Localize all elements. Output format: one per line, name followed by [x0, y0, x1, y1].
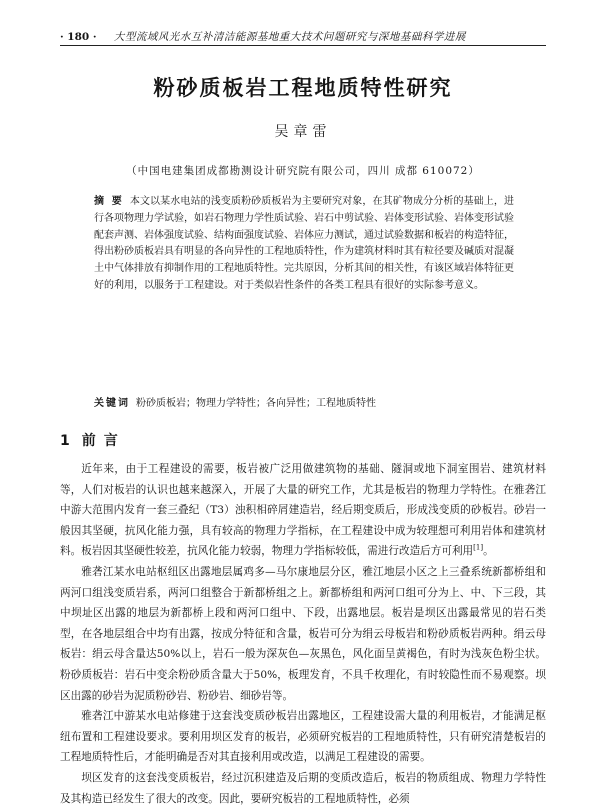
- paragraph-text: 近年来，由于工程建设的需要，板岩被广泛用做建筑物的基础、隧洞或地下洞室围岩、建筑材料等，人们对板岩的认识也越来越深入，开展了大量的研究工作，尤其是板岩的物理力学特性。在雅砻江中游大范围内发育一套三叠纪（T3）浊积相碎屑建造岩，经后期变质后，形成浅变质的砂板岩。砂岩一般因其坚硬，抗风化能力强，具有较高的物理力学指标，在工程建设中成为较理想可利用岩体和建筑材料。板岩因其坚硬性较差，抗风化能力较弱，物理力学指标较低，需进行改造后方可利用: [60, 463, 546, 558]
- keywords-label: 关键词: [94, 398, 130, 409]
- body-text: [60, 459, 546, 809]
- paragraph: 坝区发育的这套浅变质板岩，经过沉积建造及后期的变质改造后，板岩的物质组成、物理力学特性及其构造已经发生了很大的改变。因此，要研究板岩的工程地质特性，必须: [60, 771, 546, 805]
- page-number: · 180 ·: [60, 31, 97, 43]
- keywords-text: 粉砂质板岩；物理力学特性；各向异性；工程地质特性: [136, 398, 376, 409]
- header-rule: [60, 45, 546, 46]
- section-number: 1: [60, 433, 70, 449]
- paragraph: [60, 459, 546, 562]
- abstract-text: 本文以某水电站的浅变质粉砂质板岩为主要研究对象，在其矿物成分分析的基础上，进行各项物理力学试验，如岩石物理力学性质试验、岩石中剪试验、岩体变形试验、岩体变形试验配套声测、岩体强度试验、结构面强度试验、岩体应力测试，通过试验数据和板岩的构造特征，得出粉砂质板岩具有明显的各向异性的工程地质特性，作为建筑材料时其有粒径要及碱质对混凝土中气体排放有抑制作用的工程地质特性。完共原因，分析其间的相关性，有该区域岩体特征更好的利用，以服务于工程建设。对于类似岩性条件的各类工程具有很好的实际参考意义。: [94, 196, 515, 291]
- section-title: 前言: [81, 433, 126, 449]
- running-header: [60, 30, 560, 44]
- author-affiliation: （中国电建集团成都勘测设计研究院有限公司，四川 成都 610072）: [126, 165, 480, 177]
- abstract: [94, 194, 514, 295]
- keywords: [94, 396, 514, 413]
- abstract-label: 摘 要: [94, 196, 124, 207]
- paragraph: 雅砻江中游某水电站修建于这套浅变质砂板岩出露地区，工程建设需大量的利用板岩，才能满足枢纽布置和工程建设要求。要利用坝区发育的板岩，必须研究板岩的工程地质特性，只有研究清楚板岩的工程地质特性后，才能明确是否对其直接利用或改造，以满足工程建设的需要。: [60, 710, 546, 764]
- section-heading: [60, 430, 126, 450]
- paragraph-tail: 。: [483, 545, 494, 558]
- paragraph: 雅砻江某水电站枢纽区出露地层属鸡多—马尔康地层分区，雅江地层小区之上三叠系统新都桥组和两河口组浅变质岩系，两河口组整合于新都桥组之上。新都桥组和两河口组可分为上、中、下三段，其中坝址区出露的地层为新都桥上段和两河口组中、下段，出露地层。板岩是坝区出露最常见的岩石类型，在各地层组合中均有出露，按成分特征和含量，板岩可分为绢云母板岩和粉砂质板岩两种。绢云母板岩：绢云母含量达50%以上，岩石一般为深灰色—灰黑色，风化面呈黄褐色，有时为浅灰色粉尘状。粉砂质板岩：岩石中变余粉砂质含量大于50%，板理发育，不具千枚理化，有时较隐性而不易观察。坝区出露的砂岩为泥质粉砂岩、粉砂岩、细砂岩等。: [60, 565, 546, 702]
- paper-title: 粉砂质板岩工程地质特性研究: [153, 76, 453, 100]
- citation-ref: [1]: [473, 543, 484, 552]
- running-title: 大型流域风光水互补清洁能源基地重大技术问题研究与深地基础科学进展: [113, 31, 466, 43]
- author-name: 吴章雷: [274, 124, 332, 140]
